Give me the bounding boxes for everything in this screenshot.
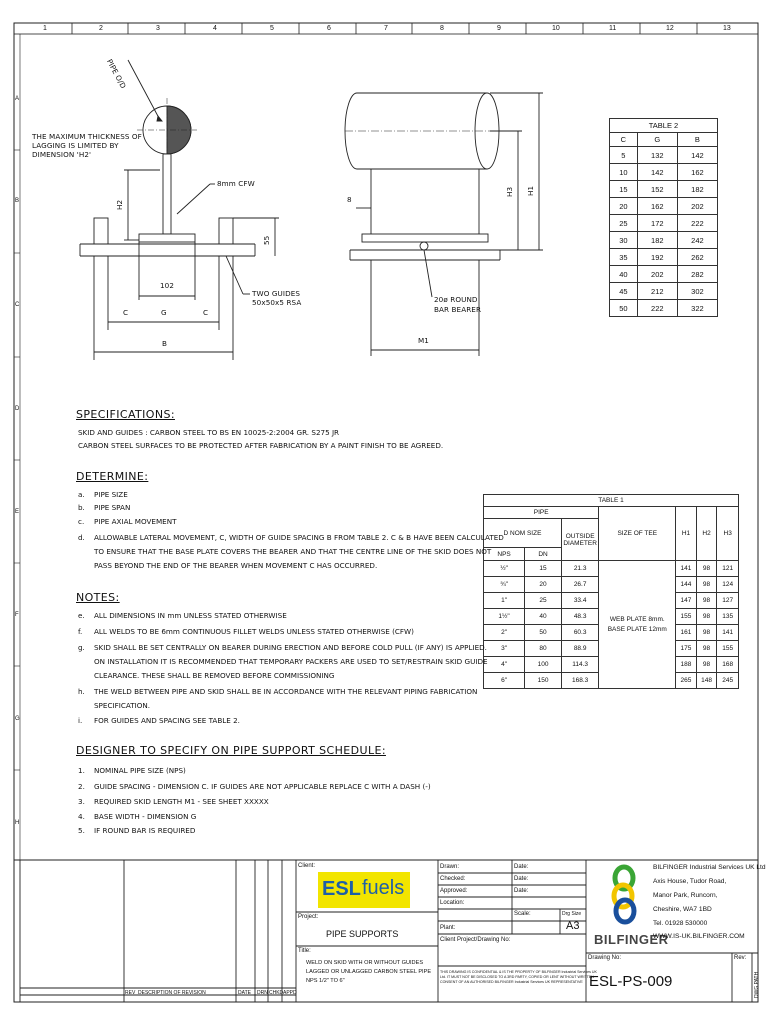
- cfw-label: 8mm CFW: [217, 179, 255, 188]
- table-cell: ¾": [484, 577, 525, 593]
- table-cell: 222: [637, 300, 677, 317]
- table-cell: 25: [525, 593, 562, 609]
- table-cell: 1": [484, 593, 525, 609]
- table-cell: 98: [696, 577, 717, 593]
- company-line-5: Tel. 01928 530000: [653, 920, 708, 927]
- table-cell: 132: [637, 147, 677, 164]
- table-cell: 135: [717, 609, 739, 625]
- designer-label-1: 1.: [78, 766, 85, 775]
- esl-fuels-logo: [318, 872, 410, 908]
- checked-date-label: Date:: [514, 876, 529, 882]
- grid-col-12: 12: [666, 25, 674, 32]
- table-cell: 15: [610, 181, 638, 198]
- spec-line-2: CARBON STEEL SURFACES TO BE PROTECTED AFTER FABRICATION BY A PAINT FINISH TO BE AGREED.: [78, 441, 444, 450]
- table-cell: 202: [637, 266, 677, 283]
- table-row: [610, 164, 718, 181]
- table-cell: 26.7: [561, 577, 598, 593]
- fuels-logo-text: fuels: [362, 877, 405, 899]
- table-cell: 155: [717, 641, 739, 657]
- table-cell: 25: [610, 215, 638, 232]
- two-guides-line-1: TWO GUIDES: [252, 289, 301, 298]
- determine-text-b: PIPE SPAN: [94, 503, 131, 512]
- grid-row-c: C: [15, 302, 20, 308]
- round-bar-line-1: 20ø ROUND: [434, 295, 478, 304]
- bilfinger-logo-icon: [604, 864, 644, 926]
- table-row: [610, 181, 718, 198]
- table-1-dn-header: DN: [525, 548, 562, 561]
- checked-label: Checked:: [440, 876, 466, 882]
- table-1-tee-cell: [599, 561, 676, 689]
- table-cell: 114.3: [561, 657, 598, 673]
- table-row: [610, 283, 718, 300]
- drg-size-value: A3: [566, 920, 580, 932]
- company-line-2: Axis House, Tudor Road,: [653, 878, 727, 885]
- table-1-od-header: OUTSIDE DIAMETER: [561, 519, 598, 561]
- determine-heading: DETERMINE:: [76, 470, 149, 483]
- table-1-h1-header: H1: [676, 507, 697, 561]
- table-1-pipe-header: PIPE: [484, 507, 599, 519]
- designer-text-2: GUIDE SPACING - DIMENSION C. IF GUIDES ARE NOT APPLICABLE REPLACE C WITH A DASH (-): [94, 782, 431, 791]
- approved-date-label: Date:: [514, 888, 529, 894]
- table-cell: 124: [717, 577, 739, 593]
- specifications-heading: SPECIFICATIONS:: [76, 408, 175, 421]
- table-cell: 98: [696, 609, 717, 625]
- table-cell: 192: [637, 249, 677, 266]
- two-guides-line-2: 50x50x5 RSA: [252, 298, 302, 307]
- dim-8-label: 8: [347, 195, 352, 204]
- project-value: PIPE SUPPORTS: [326, 929, 399, 939]
- rev-header: REV: [125, 990, 136, 996]
- table-cell: 202: [677, 198, 717, 215]
- table-cell: 161: [676, 625, 697, 641]
- dim-b-label: B: [162, 339, 168, 348]
- table-cell: 98: [696, 593, 717, 609]
- note-label-h: h.: [78, 687, 85, 696]
- table-cell: 40: [525, 609, 562, 625]
- table-cell: 50: [525, 625, 562, 641]
- company-line-4: Cheshire, WA7 1BD: [653, 906, 712, 913]
- scale-label: Scale:: [514, 911, 531, 917]
- esl-logo-text: ESL: [322, 878, 361, 900]
- title-line-2: LAGGED OR UNLAGGED CARBON STEEL PIPE: [306, 969, 432, 975]
- table-1-title: TABLE 1: [484, 495, 739, 507]
- note-text-e: ALL DIMENSIONS IN mm UNLESS STATED OTHERWISE: [94, 611, 287, 620]
- table-2-header-g: G: [637, 133, 677, 147]
- table-cell: 10: [610, 164, 638, 181]
- table-cell: 168: [717, 657, 739, 673]
- table-cell: 182: [677, 181, 717, 198]
- grid-col-3: 3: [156, 25, 160, 32]
- dwg-path-label: DWG PATH: [754, 971, 760, 998]
- table-cell: 182: [637, 232, 677, 249]
- table-cell: 60.3: [561, 625, 598, 641]
- company-line-6: WWW.IS-UK.BILFINGER.COM: [653, 933, 745, 940]
- table-cell: 35: [610, 249, 638, 266]
- table-row: [610, 215, 718, 232]
- table-cell: 144: [676, 577, 697, 593]
- note-label-g: g.: [78, 643, 85, 652]
- table-row: [610, 249, 718, 266]
- table-row: [610, 266, 718, 283]
- designer-text-5: IF ROUND BAR IS REQUIRED: [94, 826, 196, 835]
- table-cell: ½": [484, 561, 525, 577]
- confidential-line-3: CONSENT OF AN AUTHORISED BILFINGER Industrial Services UK REPRESENTATIVE: [440, 980, 583, 984]
- title-line-3: NPS 1/2" TO 6": [306, 978, 345, 984]
- dim-102-label: 102: [160, 281, 175, 290]
- table-cell: 162: [677, 164, 717, 181]
- table-cell: 88.9: [561, 641, 598, 657]
- grid-col-8: 8: [440, 25, 444, 32]
- dim-m1-label: M1: [418, 336, 429, 345]
- note-text-h-1: THE WELD BETWEEN PIPE AND SKID SHALL BE IN ACCORDANCE WITH THE RELEVANT PIPING FABRICATION: [94, 687, 478, 696]
- drawing-number: ESL-PS-009: [589, 973, 673, 990]
- table-cell: 50: [610, 300, 638, 317]
- note-label-e: e.: [78, 611, 85, 620]
- grid-col-5: 5: [270, 25, 274, 32]
- table-cell: 168.3: [561, 673, 598, 689]
- table-cell: 150: [525, 673, 562, 689]
- table-1-h3-header: H3: [717, 507, 739, 561]
- table-cell: 30: [610, 232, 638, 249]
- table-cell: 141: [717, 625, 739, 641]
- note-text-h-2: SPECIFICATION.: [94, 701, 151, 710]
- determine-text-c: PIPE AXIAL MOVEMENT: [94, 517, 177, 526]
- designer-label-3: 3.: [78, 797, 85, 806]
- note-text-i: FOR GUIDES AND SPACING SEE TABLE 2.: [94, 716, 240, 725]
- table-cell: 20: [525, 577, 562, 593]
- approved-label: Approved:: [440, 888, 468, 894]
- table-cell: 40: [610, 266, 638, 283]
- grid-row-d: D: [15, 406, 20, 412]
- max-thickness-line-1: THE MAXIMUM THICKNESS OF: [32, 132, 142, 141]
- note-text-f: ALL WELDS TO BE 6mm CONTINUOUS FILLET WELDS UNLESS STATED OTHERWISE (CFW): [94, 627, 414, 636]
- table-cell: 242: [677, 232, 717, 249]
- designer-label-2: 2.: [78, 782, 85, 791]
- rev-label: Rev:: [734, 955, 747, 961]
- table-row: [610, 147, 718, 164]
- table-cell: 188: [676, 657, 697, 673]
- table-1-nps-header: NPS: [484, 548, 525, 561]
- table-cell: 152: [637, 181, 677, 198]
- appd-header: APPD: [283, 990, 297, 996]
- grid-row-f: F: [15, 612, 19, 618]
- table-cell: 245: [717, 673, 739, 689]
- table-cell: 302: [677, 283, 717, 300]
- table-cell: 98: [696, 625, 717, 641]
- description-header: DESCRIPTION OF REVISION: [138, 990, 206, 996]
- table-cell: 80: [525, 641, 562, 657]
- table-cell: 48.3: [561, 609, 598, 625]
- designer-text-4: BASE WIDTH - DIMENSION G: [94, 812, 197, 821]
- grid-col-4: 4: [213, 25, 217, 32]
- table-cell: 45: [610, 283, 638, 300]
- note-label-f: f.: [78, 627, 83, 636]
- confidential-line-2: Ltd. IT MUST NOT BE DISCLOSED TO A 3RD PARTY, COPIED OR LENT WITHOUT WRITTEN: [440, 975, 594, 979]
- table-cell: 155: [676, 609, 697, 625]
- round-bar-line-2: BAR BEARER: [434, 305, 482, 314]
- company-line-3: Manor Park, Runcorn,: [653, 892, 718, 899]
- table-cell: 98: [696, 657, 717, 673]
- table-cell: 148: [696, 673, 717, 689]
- table-cell: 262: [677, 249, 717, 266]
- table-cell: 1½": [484, 609, 525, 625]
- table-cell: 282: [677, 266, 717, 283]
- table-row: [610, 300, 718, 317]
- plant-label: Plant:: [440, 925, 456, 931]
- max-thickness-line-2: LAGGING IS LIMITED BY: [32, 141, 119, 150]
- company-line-1: BILFINGER Industrial Services UK Ltd: [653, 864, 766, 871]
- tee-base-plate: BASE PLATE 12mm: [607, 625, 667, 633]
- designer-label-5: 5.: [78, 826, 85, 835]
- table-cell: 20: [610, 198, 638, 215]
- chkd-header: CHKD: [269, 990, 284, 996]
- note-text-g-3: CLEARANCE. THESE SHALL BE REMOVED BEFORE COMMISSIONING: [94, 671, 335, 680]
- table-2-title: TABLE 2: [610, 119, 718, 133]
- table-2-header-b: B: [677, 133, 717, 147]
- table-cell: 142: [637, 164, 677, 181]
- table-cell: 21.3: [561, 561, 598, 577]
- drawing-no-label: Drawing No:: [588, 955, 622, 961]
- table-row: [610, 198, 718, 215]
- table-cell: 127: [717, 593, 739, 609]
- dim-g-label: G: [161, 308, 167, 317]
- grid-col-9: 9: [497, 25, 501, 32]
- table-cell: 162: [637, 198, 677, 215]
- note-text-g-2: ON INSTALLATION IT IS RECOMMENDED THAT TEMPORARY PACKERS ARE USED TO SET/RESTRAIN SKID GUIDE: [94, 657, 488, 666]
- designer-text-1: NOMINAL PIPE SIZE (NPS): [94, 766, 186, 775]
- title-line-1: WELD ON SKID WITH OR WITHOUT GUIDES: [306, 960, 424, 966]
- table-1-size-of-tee-header: SIZE OF TEE: [599, 507, 676, 561]
- drawn-date-label: Date:: [514, 864, 529, 870]
- grid-row-b: B: [15, 198, 20, 204]
- determine-label-a: a.: [78, 490, 85, 499]
- table-cell: 212: [637, 283, 677, 300]
- table-cell: 3": [484, 641, 525, 657]
- note-text-g-1: SKID SHALL BE SET CENTRALLY ON BEARER DURING ERECTION AND BEFORE COLD PULL (IF ANY) IS APPLIED.: [94, 643, 487, 652]
- grid-col-11: 11: [609, 25, 617, 32]
- table-cell: 98: [696, 641, 717, 657]
- table-cell: 2": [484, 625, 525, 641]
- table-2: [609, 118, 718, 317]
- determine-text-d-2: TO ENSURE THAT THE BASE PLATE COVERS THE BEARER AND THAT THE CENTRE LINE OF THE SKID DOES NOT: [94, 547, 492, 556]
- grid-col-6: 6: [327, 25, 331, 32]
- grid-row-e: E: [15, 509, 20, 515]
- title-label: Title:: [298, 948, 311, 954]
- grid-col-2: 2: [99, 25, 103, 32]
- dim-55-label: 55: [262, 235, 271, 245]
- drg-size-label: Drg Size: [562, 911, 582, 917]
- table-cell: 142: [677, 147, 717, 164]
- table-1-dnom-header: D NOM SIZE: [484, 519, 562, 548]
- tee-web-plate: WEB PLATE 8mm.: [609, 615, 665, 623]
- determine-text-a: PIPE SIZE: [94, 490, 128, 499]
- table-row: [484, 561, 739, 577]
- table-cell: 121: [717, 561, 739, 577]
- determine-label-b: b.: [78, 503, 85, 512]
- table-1: [483, 494, 739, 689]
- grid-col-1: 1: [43, 25, 47, 32]
- table-cell: 6": [484, 673, 525, 689]
- table-cell: 4": [484, 657, 525, 673]
- table-2-header-c: C: [610, 133, 638, 147]
- date-header: DATE: [238, 990, 251, 996]
- drn-header: DRN: [257, 990, 268, 996]
- table-cell: 15: [525, 561, 562, 577]
- determine-text-d-1: ALLOWABLE LATERAL MOVEMENT, C, WIDTH OF GUIDE SPACING B FROM TABLE 2. C & B HAVE BEEN CALCULATED: [94, 533, 504, 542]
- table-cell: 175: [676, 641, 697, 657]
- drawn-label: Drawn:: [440, 864, 460, 870]
- designer-text-3: REQUIRED SKID LENGTH M1 - SEE SHEET XXXXX: [94, 797, 269, 806]
- table-cell: 222: [677, 215, 717, 232]
- h2-label: H2: [115, 199, 124, 210]
- table-cell: 98: [696, 561, 717, 577]
- location-label: Location:: [440, 900, 465, 906]
- h1-label: H1: [526, 185, 535, 196]
- dim-c-left-label: C: [123, 308, 129, 317]
- confidential-line-1: THIS DRAWING IS CONFIDENTIAL & IS THE PROPERTY OF BILFINGER Industrial Services UK: [440, 970, 597, 974]
- grid-row-a: A: [15, 96, 20, 102]
- table-cell: 172: [637, 215, 677, 232]
- client-drawing-label: Client Project/Drawing No:: [440, 937, 511, 943]
- table-1-h2-header: H2: [696, 507, 717, 561]
- table-cell: 5: [610, 147, 638, 164]
- table-cell: 100: [525, 657, 562, 673]
- grid-col-7: 7: [384, 25, 388, 32]
- determine-label-c: c.: [78, 517, 85, 526]
- grid-row-g: G: [15, 716, 20, 722]
- client-label: Client:: [298, 863, 316, 869]
- table-row: [610, 232, 718, 249]
- notes-heading: NOTES:: [76, 591, 120, 604]
- grid-col-13: 13: [723, 25, 731, 32]
- grid-col-10: 10: [552, 25, 560, 32]
- h3-label: H3: [505, 186, 514, 197]
- note-label-i: i.: [78, 716, 83, 725]
- grid-row-h: H: [15, 820, 20, 826]
- designer-label-4: 4.: [78, 812, 85, 821]
- project-label: Project:: [298, 914, 319, 920]
- determine-text-d-3: PASS BEYOND THE END OF THE BEARER WHEN MOVEMENT C HAS OCCURRED.: [94, 561, 378, 570]
- table-cell: 141: [676, 561, 697, 577]
- spec-line-1: SKID AND GUIDES : CARBON STEEL TO BS EN 10025-2:2004 GR. S275 JR: [78, 428, 340, 437]
- determine-label-d: d.: [78, 533, 85, 542]
- pipe-od-label: PIPE O/D: [104, 57, 128, 91]
- table-cell: 322: [677, 300, 717, 317]
- designer-heading: DESIGNER TO SPECIFY ON PIPE SUPPORT SCHEDULE:: [76, 744, 386, 757]
- dim-c-right-label: C: [203, 308, 209, 317]
- bilfinger-wordmark: BILFINGER: [594, 932, 669, 947]
- table-cell: 33.4: [561, 593, 598, 609]
- table-cell: 265: [676, 673, 697, 689]
- max-thickness-line-3: DIMENSION 'H2': [32, 150, 92, 159]
- table-cell: 147: [676, 593, 697, 609]
